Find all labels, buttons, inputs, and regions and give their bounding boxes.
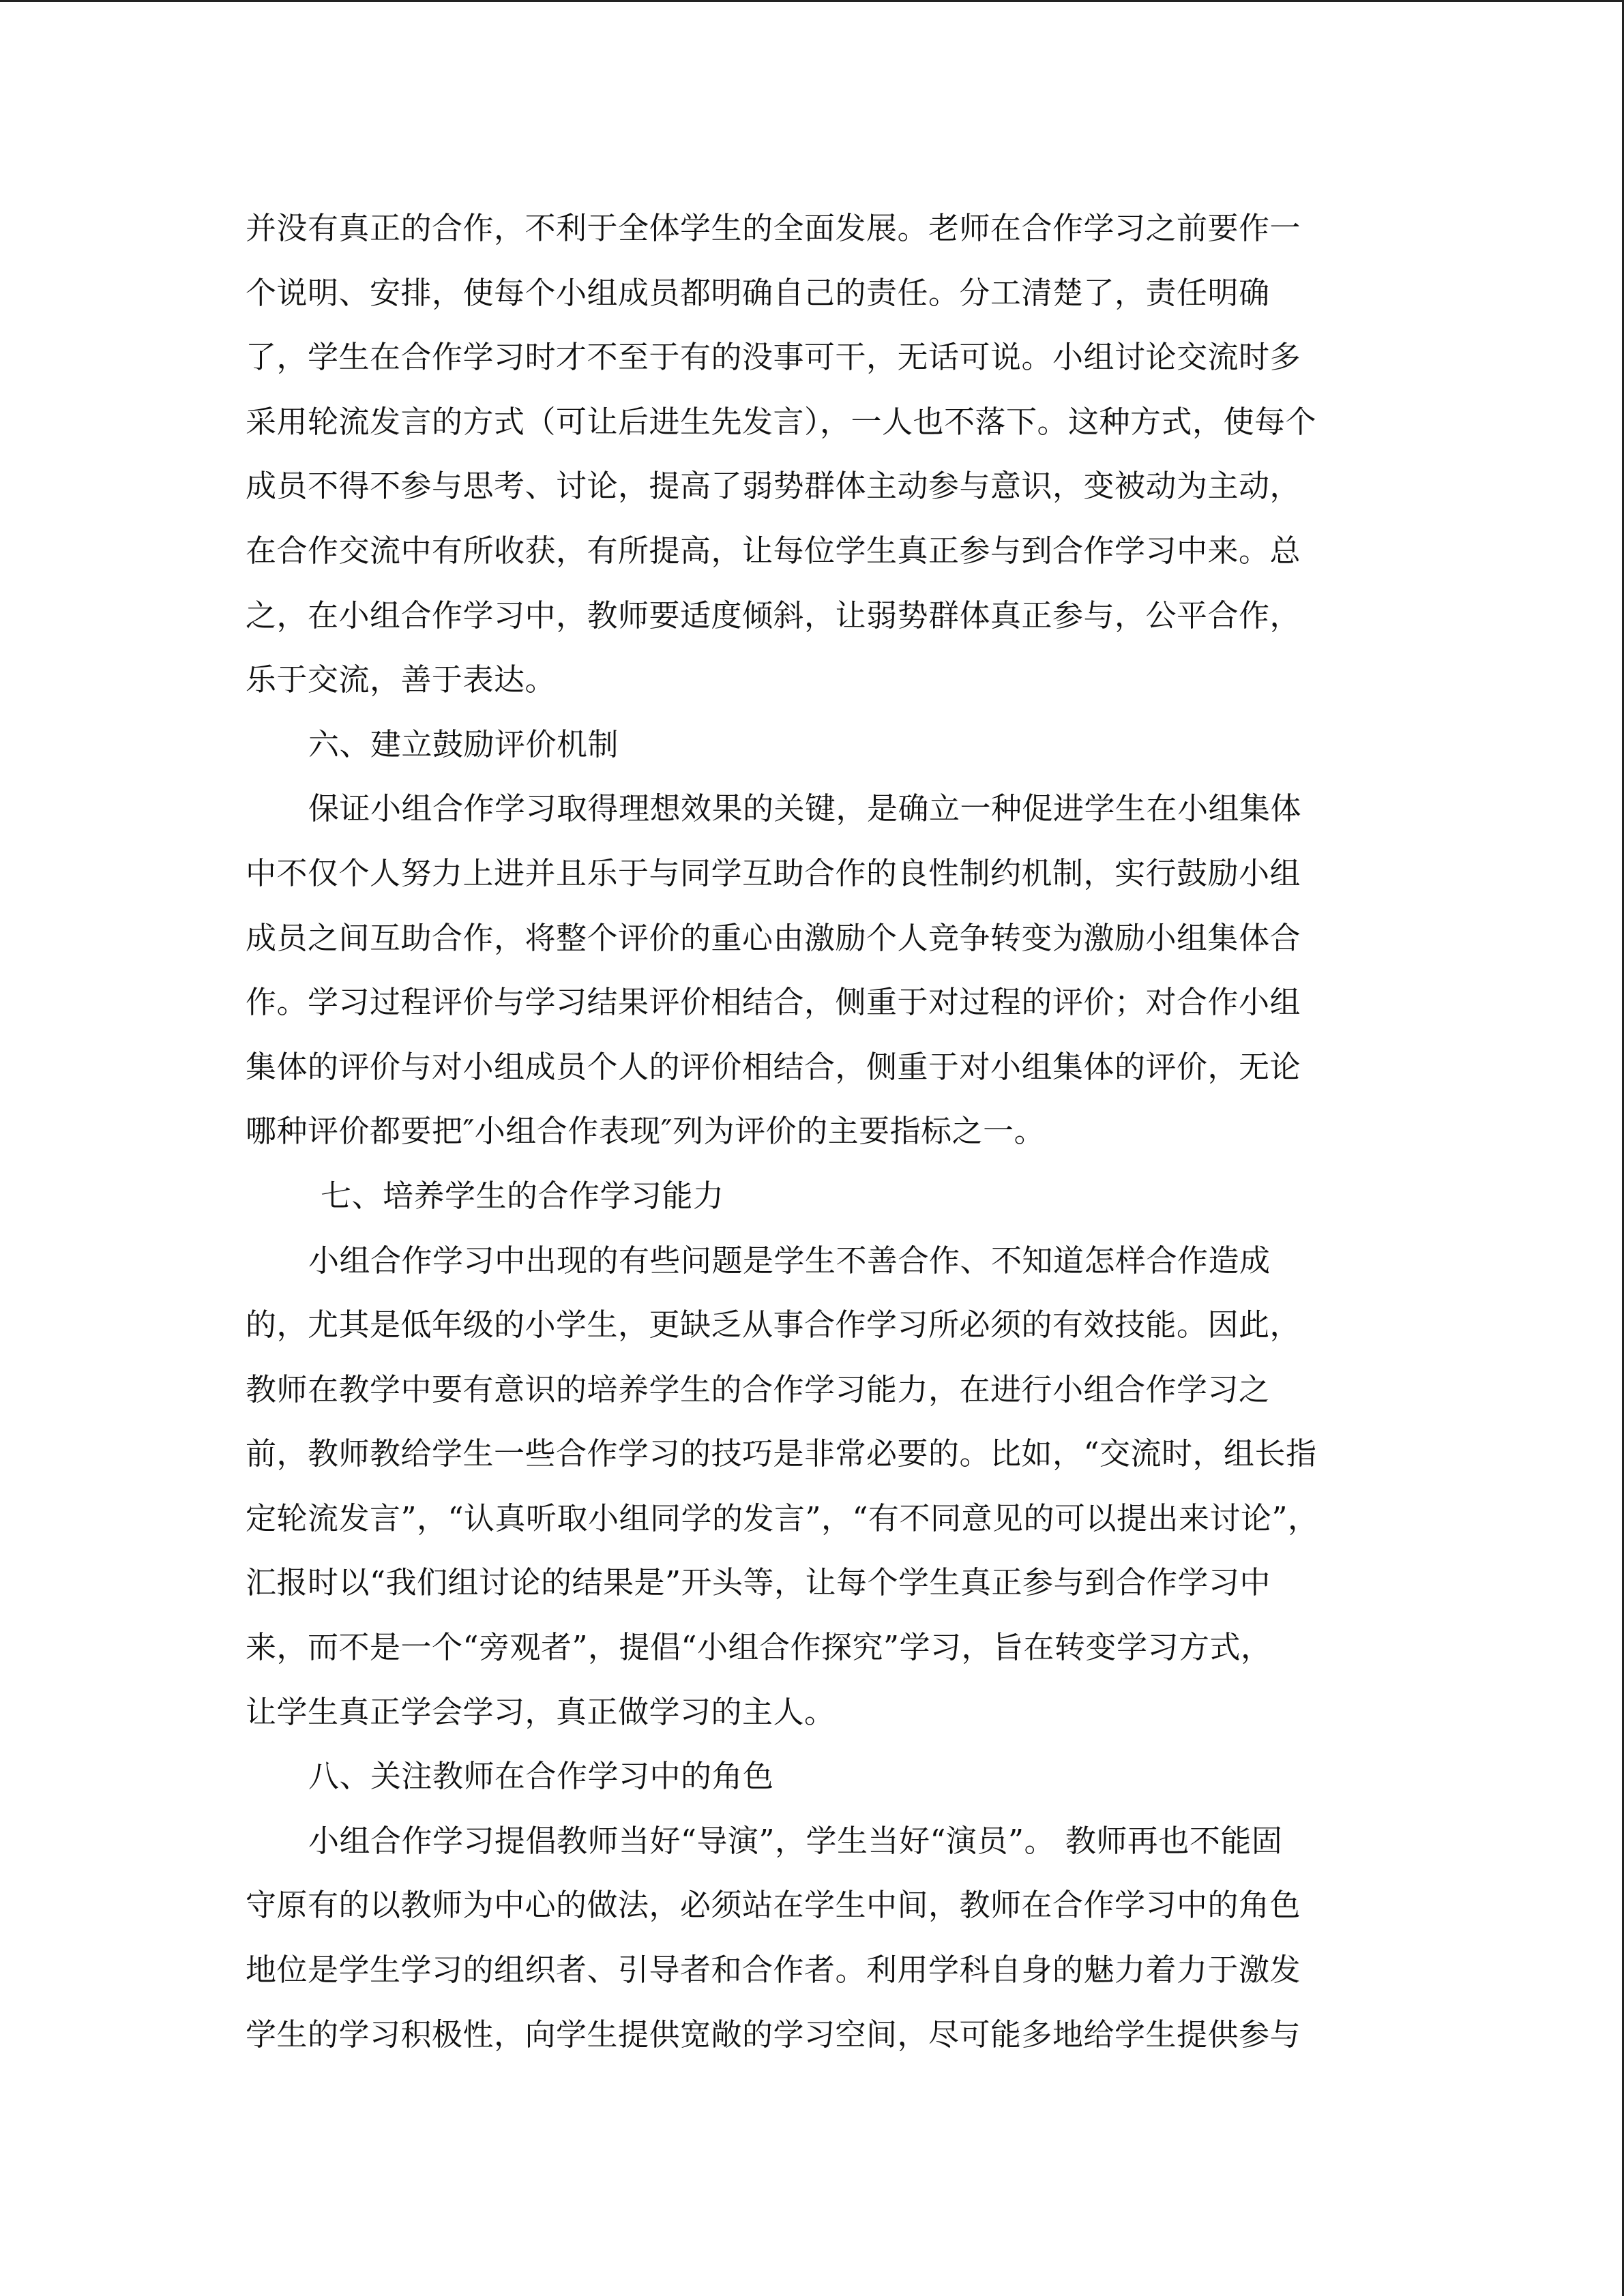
text-line: 来，而不是一个“旁观者”，提倡“小组合作探究”学习，旨在转变学习方式， bbox=[246, 1629, 1272, 1666]
text-line: 在合作交流中有所收获，有所提高，让每位学生真正参与到合作学习中来。总 bbox=[246, 532, 1301, 569]
text-line: 前，教师教给学生一些合作学习的技巧是非常必要的。比如，“交流时，组长指 bbox=[246, 1435, 1317, 1472]
text-line: 并没有真正的合作，不利于全体学生的全面发展。老师在合作学习之前要作一 bbox=[246, 210, 1301, 246]
text-line: 小组合作学习提倡教师当好“导演”，学生当好“演员”。 教师再也不能固 bbox=[308, 1822, 1283, 1859]
text-line: 成员之间互助合作，将整个评价的重心由激励个人竞争转变为激励小组集体合 bbox=[246, 919, 1301, 956]
text-line: 采用轮流发言的方式（可让后进生先发言），一人也不落下。这种方式，使每个 bbox=[246, 403, 1317, 440]
text-line: 小组合作学习中出现的有些问题是学生不善合作、不知道怎样合作造成 bbox=[308, 1242, 1271, 1279]
text-line: 了，学生在合作学习时才不至于有的没事可干，无话可说。小组讨论交流时多 bbox=[246, 339, 1301, 376]
text-line: 学生的学习积极性，向学生提供宽敞的学习空间，尽可能多地给学生提供参与 bbox=[246, 2016, 1301, 2053]
text-line: 汇报时以“我们组讨论的结果是”开头等，让每个学生真正参与到合作学习中 bbox=[246, 1564, 1271, 1601]
text-line: 教师在教学中要有意识的培养学生的合作学习能力，在进行小组合作学习之 bbox=[246, 1371, 1270, 1407]
text-line: 作。学习过程评价与学习结果评价相结合，侧重于对过程的评价；对合作小组 bbox=[246, 984, 1301, 1021]
text-line: 中不仅个人努力上进并且乐于与同学互助合作的良性制约机制，实行鼓励小组 bbox=[246, 854, 1301, 891]
text-line: 八、关注教师在合作学习中的角色 bbox=[308, 1758, 774, 1795]
text-line: 乐于交流，善于表达。 bbox=[246, 661, 557, 698]
text-line: 保证小组合作学习取得理想效果的关键，是确立一种促进学生在小组集体 bbox=[308, 790, 1302, 827]
text-line: 集体的评价与对小组成员个人的评价相结合，侧重于对小组集体的评价，无论 bbox=[246, 1048, 1301, 1085]
text-line: 的，尤其是低年级的小学生，更缺乏从事合作学习所必须的有效技能。因此， bbox=[246, 1307, 1301, 1343]
text-line: 个说明、安排，使每个小组成员都明确自己的责任。分工清楚了，责任明确 bbox=[246, 274, 1270, 311]
text-line: 成员不得不参与思考、讨论，提高了弱势群体主动参与意识，变被动为主动， bbox=[246, 468, 1301, 505]
text-line: 地位是学生学习的组织者、引导者和合作者。利用学科自身的魅力着力于激发 bbox=[246, 1952, 1301, 1988]
text-line: 之，在小组合作学习中，教师要适度倾斜，让弱势群体真正参与，公平合作， bbox=[246, 597, 1301, 633]
text-line: 让学生真正学会学习，真正做学习的主人。 bbox=[246, 1693, 836, 1730]
text-line: 七、培养学生的合作学习能力 bbox=[321, 1177, 724, 1214]
body-text bbox=[246, 196, 1378, 2067]
text-line: 定轮流发言”，“认真听取小组同学的发言”，“有不同意见的可以提出来讨论”， bbox=[246, 1500, 1319, 1536]
text-line: 六、建立鼓励评价机制 bbox=[308, 726, 619, 762]
text-line: 哪种评价都要把″小组合作表现″列为评价的主要指标之一。 bbox=[246, 1113, 1046, 1150]
text-line: 守原有的以教师为中心的做法，必须站在学生中间，教师在合作学习中的角色 bbox=[246, 1887, 1301, 1924]
